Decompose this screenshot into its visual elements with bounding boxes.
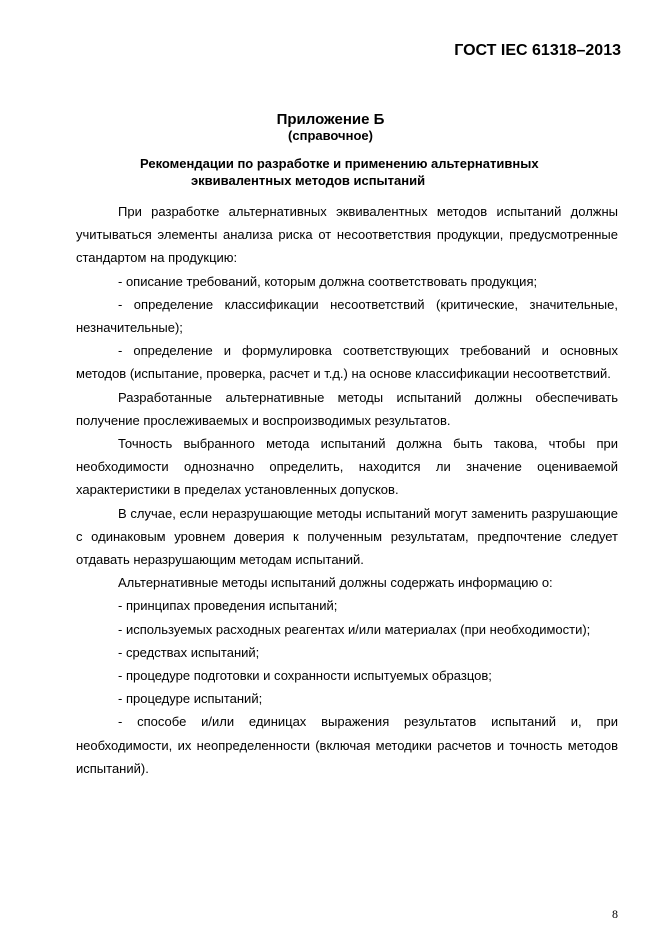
paragraph: Альтернативные методы испытаний должны содержать информацию о: bbox=[118, 575, 553, 591]
list-item: - способе и/или единицах выражения результатов испытаний и, при необходимости, их неопределенности (включая методики расчетов и точность методов испытаний). bbox=[76, 714, 618, 776]
list-item: - определение классификации несоответствий (критические, значительные, незначительные); bbox=[76, 296, 618, 336]
paragraph: Точность выбранного метода испытаний должна быть такова, чтобы при необходимости однозначно определить, находится ли значение оцениваемой характеристики в пределах установленных допусков. bbox=[76, 436, 618, 498]
section-heading bbox=[140, 155, 600, 189]
list-item: - используемых расходных реагентах и/или материалах (при необходимости); bbox=[118, 621, 591, 637]
paragraph: При разработке альтернативных эквивалентных методов испытаний должны учитываться элементы анализа риска от несоответствия продукции, предусмотренные стандартом на продукцию: bbox=[76, 204, 618, 266]
body-text bbox=[76, 200, 618, 780]
list-item: - процедуре подготовки и сохранности испытуемых образцов; bbox=[118, 668, 492, 684]
list-item: - определение и формулировка соответствующих требований и основных методов (испытание, проверка, расчет и т.д.) на основе классификации несоответствий. bbox=[76, 343, 618, 382]
appendix-subtitle: (справочное) bbox=[288, 128, 373, 143]
section-heading-line-1: Рекомендации по разработке и применению альтернативных bbox=[140, 156, 539, 171]
paragraph: В случае, если неразрушающие методы испытаний могут заменить разрушающие с одинаковым уровнем доверия к полученным результатам, предпочтение следует отдавать неразрушающим методам испытаний. bbox=[76, 505, 618, 568]
appendix-title: Приложение Б bbox=[276, 111, 385, 128]
list-item: - процедуре испытаний; bbox=[118, 691, 263, 707]
standard-code: ГОСТ IEC 61318–2013 bbox=[454, 42, 621, 59]
list-item: - принципах проведения испытаний; bbox=[118, 598, 338, 614]
list-item: - описание требований, которым должна соответствовать продукция; bbox=[118, 273, 538, 289]
page-number: 8 bbox=[612, 907, 618, 921]
paragraph: Разработанные альтернативные методы испытаний должны обеспечивать получение прослеживаемых и воспроизводимых результатов. bbox=[76, 389, 618, 428]
list-item: - средствах испытаний; bbox=[118, 644, 260, 660]
section-heading-line-2: эквивалентных методов испытаний bbox=[191, 173, 426, 188]
